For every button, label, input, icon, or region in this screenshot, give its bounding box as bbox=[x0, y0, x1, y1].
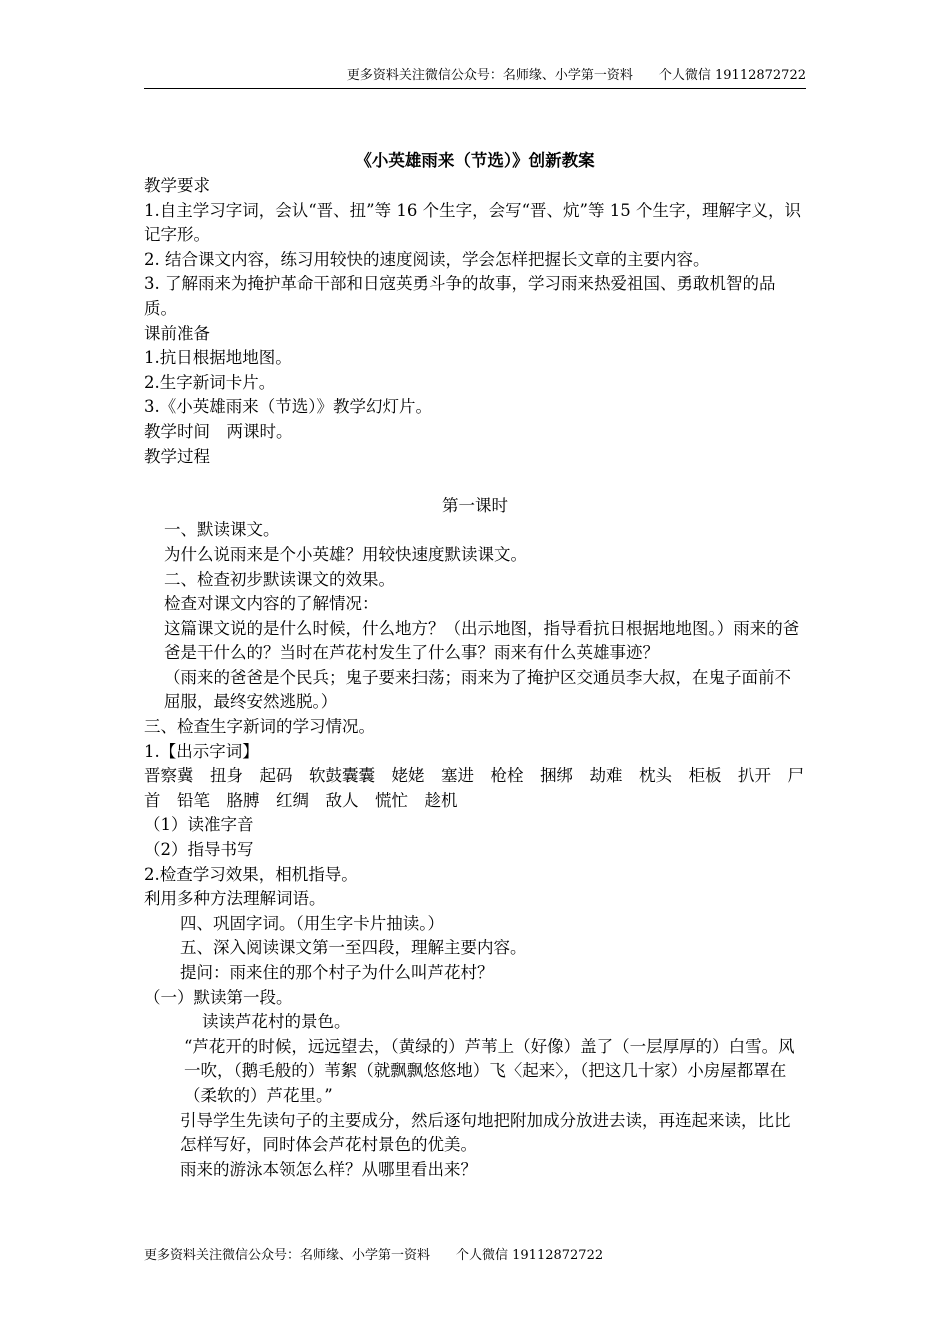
step-2-title: 二、检查初步默读课文的效果。 bbox=[164, 569, 395, 589]
part-1-title: （一）默读第一段。 bbox=[144, 987, 293, 1007]
header-divider bbox=[144, 88, 806, 89]
document-title: 《小英雄雨来（节选）》创新教案 bbox=[355, 151, 595, 170]
step-3-sub-2: （2）指导书写 bbox=[144, 840, 254, 860]
requirement-3: 3. 了解雨来为掩护革命干部和日寇英勇斗争的故事，学习雨来热爱祖国、勇敢机智的品质。 bbox=[144, 274, 776, 318]
teaching-time: 教学时间 两课时。 bbox=[144, 421, 293, 441]
step-2-answer: （雨来的爸爸是个民兵；鬼子要来扫荡；雨来为了掩护区交通员李大叔，在鬼子面前不屈服，最终安然逃脱。） bbox=[164, 667, 791, 712]
part-1-quote: “芦花开的时候，远远望去，（黄绿的）芦苇上（好像）盖了（一层厚厚的）白雪。风一吹，（鹅毛般的）苇絮（就飘飘悠悠地）飞〈起来〉，（把这几十家）小房屋都罩在（柔软的）芦花里。” bbox=[184, 1036, 795, 1105]
step-2-questions: 这篇课文说的是什么时候，什么地方？（出示地图，指导看抗日根据地地图。）雨来的爸爸是干什么的？当时在芦花村发生了什么事？雨来有什么英雄事迹？ bbox=[164, 618, 800, 663]
preparation-3: 3.《小英雄雨来（节选）》教学幻灯片。 bbox=[144, 397, 432, 417]
step-3-item-2: 2.检查学习效果，相机指导。 bbox=[144, 864, 358, 884]
step-3-sub-1: （1）读准字音 bbox=[144, 815, 254, 835]
document-body bbox=[144, 174, 806, 1182]
lesson-1-heading: 第一课时 bbox=[442, 495, 508, 515]
step-3-item-1: 1.【出示字词】 bbox=[144, 741, 259, 761]
step-4-title: 四、巩固字词。（用生字卡片抽读。） bbox=[180, 913, 444, 933]
preparation-2: 2.生字新词卡片。 bbox=[144, 372, 276, 392]
part-1-guide: 引导学生先读句子的主要成分，然后逐句地把附加成分放进去读，再连起来读，比比怎样写好，同时体会芦花村景色的优美。 bbox=[180, 1110, 791, 1155]
part-1-question-2: 雨来的游泳本领怎么样？从哪里看出来？ bbox=[180, 1159, 477, 1179]
preparation-heading: 课前准备 bbox=[144, 323, 210, 343]
preparation-1: 1.抗日根据地地图。 bbox=[144, 348, 292, 368]
step-3-title: 三、检查生字新词的学习情况。 bbox=[144, 717, 375, 737]
part-1-read: 读读芦花村的景色。 bbox=[202, 1012, 351, 1032]
process-heading: 教学过程 bbox=[144, 446, 210, 466]
step-3-methods: 利用多种方法理解词语。 bbox=[144, 889, 326, 909]
requirement-1: 1.自主学习字词，会认“晋、扭”等 16 个生字，会写“晋、炕”等 15 个生字，理解字义，识记字形。 bbox=[144, 200, 801, 245]
vocabulary-list: 晋察冀 扭身 起码 软鼓囊囊 姥姥 塞进 枪栓 捆绑 劫难 枕头 柜板 扒开 尸首 铅笔 胳膊 红绸 敌人 慌忙 趁机 bbox=[144, 766, 804, 810]
page-footer: 更多资料关注微信公众号：名师缘、小学第一资料 个人微信 19112872722 bbox=[144, 1248, 604, 1263]
page-header: 更多资料关注微信公众号：名师缘、小学第一资料 个人微信 19112872722 bbox=[346, 68, 806, 83]
requirements-heading: 教学要求 bbox=[144, 176, 210, 195]
step-2-check: 检查对课文内容的了解情况： bbox=[164, 594, 379, 614]
step-1-title: 一、默读课文。 bbox=[164, 520, 280, 540]
step-1-question: 为什么说雨来是个小英雄？用较快速度默读课文。 bbox=[164, 544, 527, 564]
step-5-title: 五、深入阅读课文第一至四段，理解主要内容。 bbox=[180, 938, 527, 958]
step-5-question: 提问：雨来住的那个村子为什么叫芦花村？ bbox=[180, 963, 494, 982]
requirement-2: 2. 结合课文内容，练习用较快的速度阅读，学会怎样把握长文章的主要内容。 bbox=[144, 249, 710, 269]
